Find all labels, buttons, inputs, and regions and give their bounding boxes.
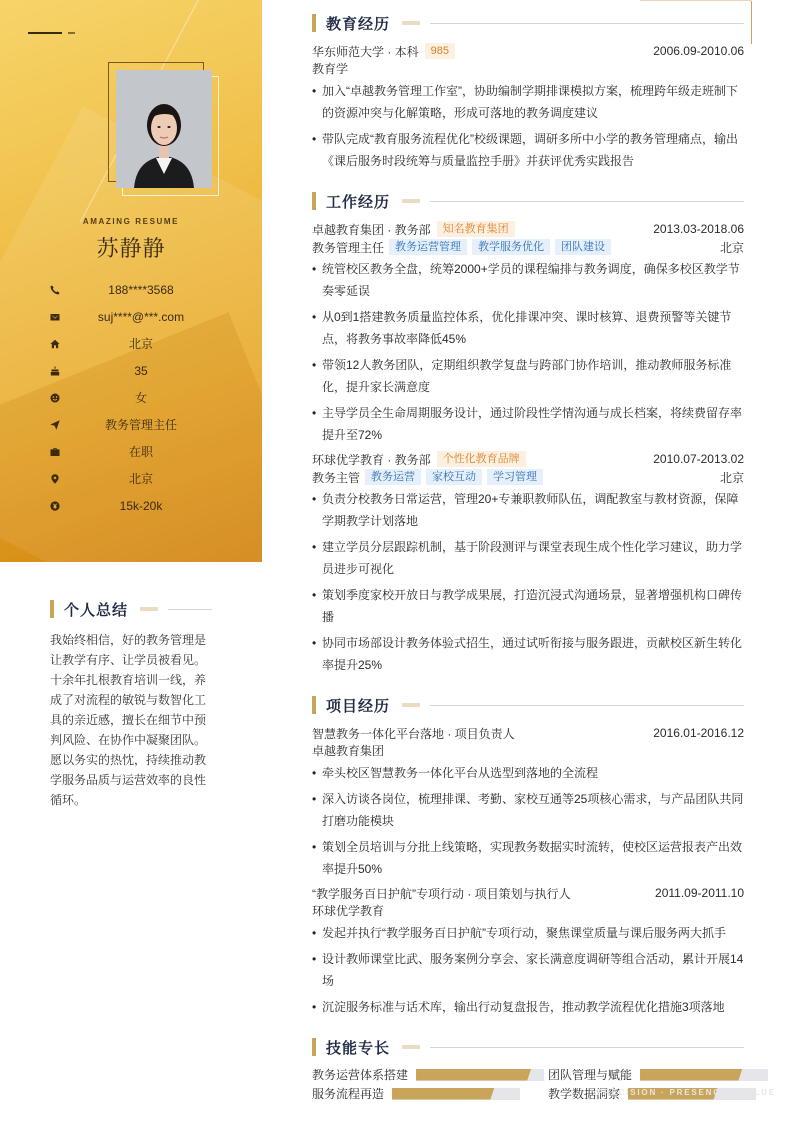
work-section [312, 190, 744, 676]
section-bar [50, 600, 54, 618]
job-bullets [312, 258, 744, 446]
skill-bar [416, 1069, 544, 1081]
section-rule [168, 609, 212, 610]
list-item: • 协同市场部设计教务体验式招生，通过试听衔接与服务跟进，贡献校区新生转化率提升25% [312, 632, 744, 676]
list-item: • 带队完成“教育服务流程优化”校级课题，调研多所中小学的教务管理痛点，输出《课后服务时段统筹与质量监控手册》并获评优秀实践报告 [312, 128, 744, 172]
info-home: 北京 [48, 330, 238, 357]
project-period: 2016.01-2016.12 [653, 726, 744, 740]
job-period: 2013.03-2018.06 [653, 222, 744, 236]
company-badge: 知名教育集团 [437, 221, 515, 237]
skill-bar [392, 1088, 520, 1100]
project-name: “教学服务百日护航”专项行动 · 项目策划与执行人 [312, 886, 571, 901]
job-entry [312, 220, 744, 446]
list-item: • 从0到1搭建教务质量监控体系，优化排课冲突、课时核算、退费预警等关键节点，将教务事故率降低45% [312, 306, 744, 350]
section-bar [312, 192, 316, 210]
tagline: AMAZING RESUME [82, 217, 180, 226]
list-item: • 策划季度家校开放日与教学成果展，打造沉浸式沟通场景，显著增强机构口碑传播 [312, 584, 744, 628]
project-entry [312, 884, 744, 1018]
job-city: 北京 [719, 240, 744, 255]
projects-section [312, 694, 744, 1018]
education-bullets [312, 80, 744, 172]
project-bullets [312, 762, 744, 880]
list-item: • 策划全员培训与分批上线策略，实现教务数据实时流转，使校区运营报表产出效率提升50% [312, 836, 744, 880]
section-header [312, 1036, 744, 1058]
job-header [312, 220, 744, 238]
skill-name: 教务运营体系搭建 [312, 1068, 409, 1082]
skill-name: 服务流程再造 [312, 1087, 385, 1101]
info-phone: 188****3568 [48, 276, 238, 303]
project-name: 智慧教务一体化平台落地 · 项目负责人 [312, 726, 515, 741]
skill-item [548, 1066, 784, 1083]
company-badge: 个性化教育品牌 [437, 451, 526, 467]
education-row [312, 42, 744, 60]
project-header [312, 724, 744, 742]
list-item: • 统管校区教务全盘，统筹2000+学员的课程编排与教务调度，确保多校区教学节奏零延误 [312, 258, 744, 302]
info-email: suj****@***.com [48, 303, 238, 330]
section-dash [402, 1045, 420, 1049]
skill-item [312, 1085, 548, 1102]
job-tag: 教务运营 [365, 469, 421, 485]
avatar [116, 70, 212, 188]
project-bullets [312, 922, 744, 1018]
summary-text: 我始终相信，好的教务管理是让教学有序、让学员被看见。十余年扎根教育培训一线，养成了对流程的敏锐与数智化工具的亲近感，擅长在细节中预判风险、在协作中凝聚团队。愿以务实的热忱，持续推动教学服务品质与运营效率的良性循环。 [50, 633, 207, 807]
section-title: 技能专长 [326, 1039, 391, 1057]
job-subheader [312, 238, 744, 256]
list-item: • 负责分校教务日常运营，管理20+专兼职教师队伍，调配教室与教材资源，保障学期教学计划落地 [312, 488, 744, 532]
section-header [312, 190, 744, 212]
company-name: 环球优学教育 · 教务部 [312, 452, 431, 467]
list-item: • 加入“卓越教务管理工作室”，协助编制学期排课模拟方案，梳理跨年级走班制下的资源冲突与化解策略，形成可落地的教务调度建议 [312, 80, 744, 124]
skill-name: 教学数据洞察 [548, 1087, 621, 1101]
job-subheader [312, 468, 744, 486]
skill-bar-fill [416, 1069, 531, 1081]
footer-motto: PRECISION · PRESENCE · VALUE [596, 1088, 776, 1097]
skill-item [312, 1066, 548, 1083]
education-section [312, 12, 744, 172]
section-title: 教育经历 [326, 15, 391, 33]
project-header [312, 884, 744, 902]
section-bar [312, 14, 316, 32]
list-item: • 带领12人教务团队，定期组织教学复盘与跨部门协作培训，推动教师服务标准化，提升家长满意度 [312, 354, 744, 398]
section-rule [430, 705, 744, 706]
main-content [312, 12, 744, 1120]
job-period: 2010.07-2013.02 [653, 452, 744, 466]
section-rule [430, 23, 744, 24]
info-gender: 女 [48, 384, 238, 411]
company-name: 卓越教育集团 · 教务部 [312, 222, 431, 237]
section-dash [140, 607, 158, 611]
list-item: • 主导学员全生命周期服务设计，通过阶段性学情沟通与成长档案，将续费留存率提升至72% [312, 402, 744, 446]
project-period: 2011.09-2011.10 [655, 886, 744, 900]
section-dash [402, 21, 420, 25]
decor-dash [28, 32, 62, 34]
info-salary: 15k-20k [48, 492, 238, 519]
section-rule [430, 201, 744, 202]
job-tag: 学习管理 [487, 469, 543, 485]
job-bullets [312, 488, 744, 676]
info-status: 在职 [48, 438, 238, 465]
profile-panel [0, 0, 262, 562]
section-rule [430, 1047, 744, 1048]
project-org: 卓越教育集团 [312, 744, 385, 758]
project-entry [312, 724, 744, 880]
skill-bar-fill [640, 1069, 742, 1081]
list-item: • 深入访谈各岗位，梳理排课、考勤、家校互通等25项核心需求，与产品团队共同打磨功能模块 [312, 788, 744, 832]
list-item: • 设计教师课堂比武、服务案例分享会、家长满意度调研等组合活动，累计开展14场 [312, 948, 744, 992]
job-position: 教务主管 [312, 470, 361, 485]
summary-section [50, 598, 212, 810]
section-bar [312, 696, 316, 714]
job-tag: 团队建设 [555, 239, 611, 255]
decor-dash [68, 32, 75, 34]
list-item: • 沉淀服务标准与话术库，输出行动复盘报告，推动教学流程优化措施3项落地 [312, 996, 744, 1018]
info-position: 教务管理主任 [48, 411, 238, 438]
job-city: 北京 [719, 470, 744, 485]
candidate-name: 苏静静 [96, 236, 166, 261]
education-major: 教育学 [312, 62, 349, 76]
info-age: 35 [48, 357, 238, 384]
contact-list [48, 276, 238, 519]
skill-bar-fill [392, 1088, 494, 1100]
job-tag: 教学服务优化 [472, 239, 550, 255]
section-bar [312, 1038, 316, 1056]
school-name: 华东师范大学 · 本科 [312, 44, 419, 59]
skill-name: 团队管理与赋能 [548, 1068, 633, 1082]
avatar-portrait-icon [116, 70, 212, 188]
section-dash [402, 703, 420, 707]
list-item: • 发起并执行“教学服务百日护航”专项行动，聚焦课堂质量与课后服务两大抓手 [312, 922, 744, 944]
section-header [50, 598, 212, 620]
school-badge: 985 [425, 43, 455, 59]
section-dash [402, 199, 420, 203]
job-entry [312, 450, 744, 676]
list-item: • 建立学员分层跟踪机制，基于阶段测评与课堂表现生成个性化学习建议，助力学员进步可视化 [312, 536, 744, 580]
job-tag: 家校互动 [426, 469, 482, 485]
job-position: 教务管理主任 [312, 240, 385, 255]
skill-bar [640, 1069, 768, 1081]
job-tag: 教务运营管理 [389, 239, 467, 255]
education-period: 2006.09-2010.06 [653, 44, 744, 58]
job-header [312, 450, 744, 468]
section-header [312, 694, 744, 716]
project-org: 环球优学教育 [312, 904, 385, 918]
section-title: 个人总结 [64, 601, 129, 619]
section-title: 项目经历 [326, 697, 391, 715]
info-location: 北京 [48, 465, 238, 492]
list-item: • 牵头校区智慧教务一体化平台从选型到落地的全流程 [312, 762, 744, 784]
section-title: 工作经历 [326, 193, 391, 211]
section-header [312, 12, 744, 34]
